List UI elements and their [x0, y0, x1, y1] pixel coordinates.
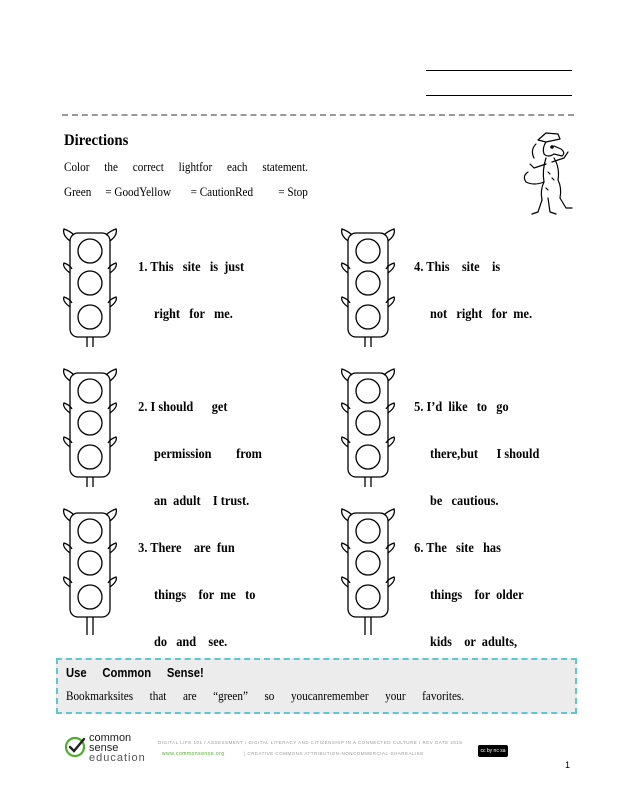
- statement-line: This site is just: [150, 259, 245, 275]
- statement-number: 1.: [138, 259, 148, 275]
- statement-number: 2.: [138, 399, 148, 415]
- traffic-light-icon[interactable]: [62, 225, 118, 347]
- tip-body: Bookmarksites that are “green” so youcanremember your favorites.: [66, 688, 465, 703]
- statement-line: things for me to: [154, 587, 256, 603]
- statement-line: kids or adults,: [430, 634, 518, 650]
- logo-text-line3: education: [89, 752, 146, 764]
- tip-title: Use Common Sense!: [66, 666, 204, 680]
- statement-number: 3.: [138, 540, 148, 556]
- footer-license: | CREATIVE COMMONS ATTRIBUTION-NONCOMMERCIAL-SHAREALIKE: [244, 751, 424, 756]
- statement-number: 6.: [414, 540, 424, 556]
- statement-line: permission from: [154, 446, 262, 462]
- statement-line: This site is: [426, 259, 501, 275]
- statement-1: [132, 232, 244, 326]
- date-line[interactable]: [426, 95, 572, 96]
- traffic-light-icon[interactable]: [62, 505, 118, 635]
- statement-number: 5.: [414, 399, 424, 415]
- tip-box: [56, 658, 577, 714]
- statement-2: [132, 372, 262, 513]
- statement-number: 4.: [414, 259, 424, 275]
- statement-line: The site has: [426, 540, 501, 556]
- statement-line: I’d like to go: [426, 399, 509, 415]
- statement-4: [408, 232, 532, 326]
- page-number: 1: [564, 760, 570, 770]
- traffic-light-icon[interactable]: [62, 365, 118, 487]
- statement-3: [132, 513, 255, 654]
- statement-line: things for older: [430, 587, 524, 603]
- page-heading: Directions: [64, 132, 129, 149]
- divider: [62, 114, 574, 116]
- logo-text-line1: common: [89, 732, 132, 744]
- color-legend: Green = GoodYellow = CautionRed = Stop: [64, 184, 308, 199]
- statement-line: right for me.: [154, 306, 233, 322]
- brand-logo: [64, 734, 154, 768]
- dog-detective-icon: [516, 128, 576, 223]
- statement-line: be cautious.: [430, 493, 499, 509]
- checkmark-logo-icon: [64, 736, 86, 758]
- traffic-light-icon[interactable]: [340, 225, 396, 347]
- traffic-light-icon[interactable]: [340, 505, 396, 635]
- statement-line: not right for me.: [430, 306, 533, 322]
- creative-commons-icon: [478, 745, 508, 757]
- traffic-light-icon[interactable]: [340, 365, 396, 487]
- statement-line: There are fun: [150, 540, 235, 556]
- statement-5: [408, 372, 539, 513]
- statement-line: I should get: [150, 399, 228, 415]
- statement-line: do and see.: [154, 634, 228, 650]
- logo-text-line2: sense: [89, 742, 119, 754]
- directions-text: Color the correct lightfor each statement.: [64, 159, 308, 174]
- statement-line: an adult I trust.: [154, 493, 250, 509]
- footer-url[interactable]: www.commonsense.org: [162, 751, 225, 757]
- footer-meta: DIGITAL LIFE 101 / ASSESSMENT / DIGITAL LITERACY AND CITIZENSHIP IN A CONNECTED CULTURE / REV DATE 2015: [158, 740, 463, 745]
- statement-line: there,but I should: [430, 446, 540, 462]
- name-line[interactable]: [426, 70, 572, 71]
- license-badge-text: cc by nc sa: [480, 748, 506, 754]
